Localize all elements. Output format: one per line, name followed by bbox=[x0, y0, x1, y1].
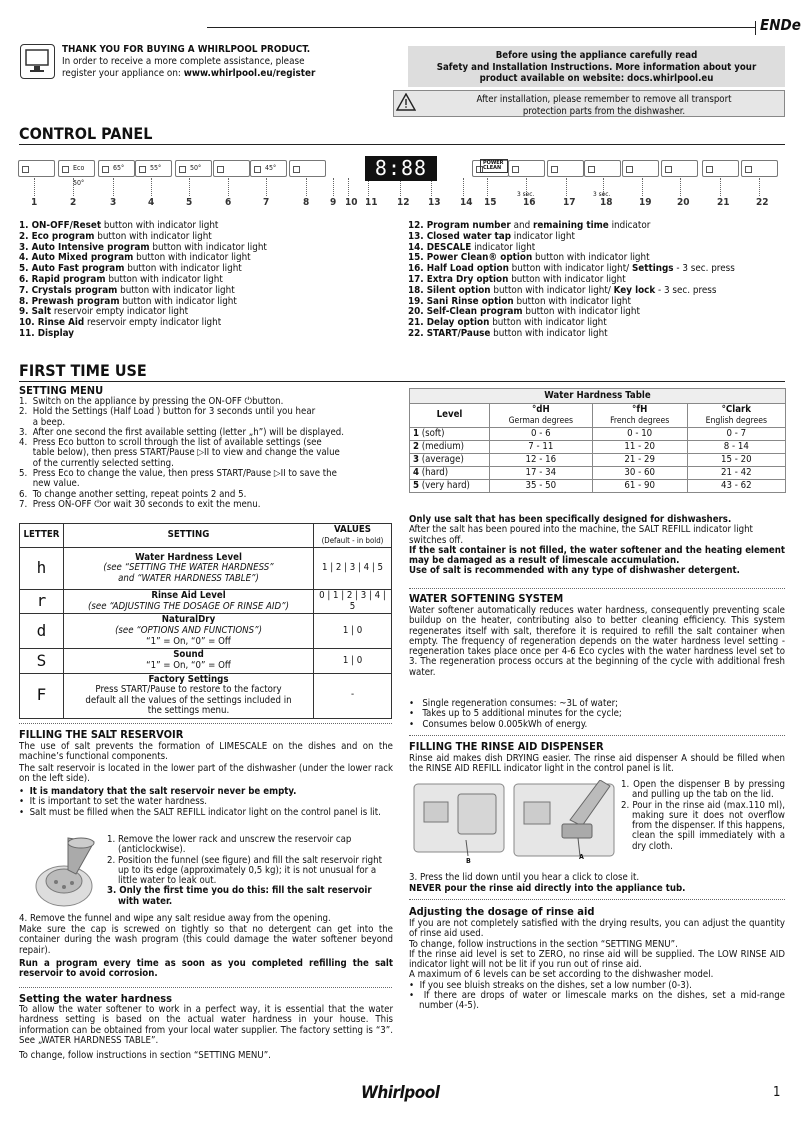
control-item: 7. Crystals program button with indicator light bbox=[19, 284, 235, 296]
label-b: B bbox=[466, 857, 471, 865]
salt-note-4: Use of salt is recommended with any type of dishwasher detergent. bbox=[409, 565, 740, 577]
dosage-p4: A maximum of 6 levels can be set according to the dishwasher model. bbox=[409, 969, 714, 981]
notice-line: product available on website: docs.whirlpool.eu bbox=[479, 73, 714, 84]
setting-step: a beep. bbox=[19, 416, 66, 428]
panel-leader-14 bbox=[463, 178, 464, 196]
control-item: 18. Silent option button with indicator light/ Key lock - 3 sec. press bbox=[408, 284, 717, 296]
salt-bullet-2: It is important to set the water hardness. bbox=[29, 796, 207, 808]
softening-bullets: • Single regeneration consumes: ~3L of water; • Takes up to 5 additional minutes for the cycle; • Consumes below 0.005kWh of energy. bbox=[409, 698, 622, 730]
salt-p1: The use of salt prevents the formation of LIMESCALE on the dishes and on the machine’s functional components. bbox=[19, 741, 393, 763]
control-item: 22. START/Pause button with indicator light bbox=[408, 327, 608, 339]
panel-leader-22 bbox=[759, 178, 760, 196]
panel-leader-10 bbox=[348, 178, 349, 196]
dotted-rule bbox=[409, 588, 785, 589]
panel-button-4[interactable]: 55° bbox=[135, 160, 172, 177]
col-setting: SETTING bbox=[64, 524, 314, 548]
setting-step: 2. Hold the Settings (Half Load ) button for 3 seconds until you hear bbox=[19, 406, 316, 418]
control-item: 16. Half Load option button with indicator light/ Settings - 3 sec. press bbox=[408, 263, 735, 275]
col-values: VALUES (Default - in bold) bbox=[314, 524, 392, 548]
setting-step: 5. Press Eco to change the value, then press START/Pause ▷II to save the bbox=[19, 468, 337, 480]
language-code: ENDe bbox=[760, 16, 801, 34]
panel-number-9: 9 bbox=[330, 197, 337, 208]
setting-step: 4. Press Eco button to scroll through the list of available settings (see bbox=[19, 437, 322, 449]
control-item: 20. Self-Clean program button with indicator light bbox=[408, 306, 640, 318]
panel-leader-7 bbox=[266, 178, 267, 196]
setting-step: table below), then press START/Pause ▷II to view and change the value bbox=[19, 447, 340, 459]
thanks-heading: THANK YOU FOR BUYING A WHIRLPOOL PRODUCT. bbox=[62, 44, 311, 55]
salt-title: FILLING THE SALT RESERVOIR bbox=[19, 728, 184, 741]
control-item: 11. Display bbox=[19, 327, 74, 339]
register-link[interactable]: www.whirlpool.eu/register bbox=[183, 68, 316, 79]
three-sec-label-16: 3 sec. bbox=[517, 190, 535, 198]
salt-bullet-3: Salt must be filled when the SALT REFILL indicator light on the control panel is lit. bbox=[29, 806, 381, 818]
wh-row: 3 (average) 12 - 16 21 - 29 15 - 20 bbox=[410, 454, 786, 467]
safety-notice-box bbox=[408, 46, 785, 87]
salt-note-1: Only use salt that has been specifically designed for dishwashers. bbox=[409, 514, 732, 525]
dotted-rule bbox=[19, 987, 392, 988]
panel-leader-8 bbox=[306, 178, 307, 196]
salt-steps bbox=[107, 835, 393, 907]
display-11: 8:88 bbox=[365, 156, 437, 181]
setting-step: 6. To change another setting, repeat points 2 and 5. bbox=[19, 488, 247, 500]
panel-button-20[interactable] bbox=[661, 160, 698, 177]
notice-line: Before using the appliance carefully read bbox=[495, 50, 698, 61]
control-item: 6. Rapid program button with indicator light bbox=[19, 273, 223, 285]
panel-button-7[interactable]: 45° bbox=[250, 160, 287, 177]
rinse-warning: NEVER pour the rinse aid directly into the appliance tub. bbox=[409, 883, 686, 894]
panel-number-6: 6 bbox=[225, 197, 232, 208]
rinse-title: FILLING THE RINSE AID DISPENSER bbox=[409, 740, 604, 753]
control-list-left bbox=[19, 221, 399, 340]
panel-leader-4 bbox=[151, 178, 152, 196]
col-letter: LETTER bbox=[20, 524, 64, 548]
rinse-steps bbox=[621, 780, 785, 852]
control-item: 3. Auto Intensive program button with indicator light bbox=[19, 241, 267, 253]
water-hardness-table bbox=[409, 388, 786, 493]
setting-menu-title: SETTING MENU bbox=[19, 384, 104, 397]
thank-you-note bbox=[62, 44, 362, 80]
panel-leader-6 bbox=[228, 178, 229, 196]
panel-button-22[interactable] bbox=[741, 160, 778, 177]
wh-title: Water Hardness Table bbox=[410, 389, 786, 404]
rinse-dispenser-illustration bbox=[410, 780, 618, 872]
wh-fh: °fH French degrees bbox=[592, 404, 687, 428]
salt-p3: Make sure the cap is screwed on tightly so that no detergent can get into the container during the wash program (this could damage the water softener beyond repair). bbox=[19, 924, 393, 956]
panel-button-8[interactable] bbox=[289, 160, 326, 177]
control-item: 13. Closed water tap indicator light bbox=[408, 230, 575, 242]
panel-number-1: 1 bbox=[31, 197, 38, 208]
settings-row: F Factory Settings Press START/Pause to restore to the factory default all the values of the settings included in the settings menu. - bbox=[20, 673, 392, 718]
panel-number-5: 5 bbox=[186, 197, 193, 208]
panel-number-14: 14 bbox=[460, 197, 473, 208]
rinse-step-1: 1. Open the dispenser B by pressing and pulling up the tab on the lid. bbox=[621, 779, 785, 801]
panel-number-17: 17 bbox=[563, 197, 576, 208]
setting-step: new value. bbox=[19, 478, 80, 490]
panel-leader-5 bbox=[189, 178, 190, 196]
control-item: 15. Power Clean® option button with indicator light bbox=[408, 252, 650, 264]
panel-number-19: 19 bbox=[639, 197, 652, 208]
dosage-p1: If you are not completely satisfied with the drying results, you can adjust the quantity of rinse aid used. bbox=[409, 918, 785, 940]
softening-p1: Water softener automatically reduces water hardness, consequently preventing scale buildup on the heater, contributing also to better cleaning efficiency. This system regenerates itself with salt, therefore it is required to refill the salt container when empty. The frequency of regeneration depends on the water hardness level setting - regeneration takes place once per 4-6 Eco cycles with the water hardness level set to 3. The regeneration process occurs at the beginning of the cycle with additional fresh water. bbox=[409, 605, 785, 678]
salt-step-4: 4. Remove the funnel and wipe any salt residue away from the opening. bbox=[19, 913, 331, 924]
panel-button-3[interactable]: 65° bbox=[98, 160, 135, 177]
warning-line: protection parts from the dishwasher. bbox=[522, 105, 686, 117]
panel-number-7: 7 bbox=[263, 197, 270, 208]
panel-number-8: 8 bbox=[303, 197, 310, 208]
panel-leader-15 bbox=[487, 178, 488, 196]
salt-p2: The salt reservoir is located in the lower part of the dishwasher (under the lower rack on the left side). bbox=[19, 763, 393, 785]
power-clean-label: POWER CLEAN bbox=[480, 159, 508, 173]
thanks-text: In order to receive a more complete assistance, please bbox=[62, 56, 305, 67]
salt-notes bbox=[409, 515, 785, 577]
dotted-rule bbox=[19, 723, 392, 724]
three-sec-label-18: 3 sec. bbox=[593, 190, 611, 198]
salt-bullets: • It is mandatory that the salt reservoir never be empty. • It is important to set the water hardness. • Salt must be filled when the SALT REFILL indicator light on the control panel is lit. bbox=[19, 786, 381, 818]
wh-row: 2 (medium) 7 - 11 11 - 20 8 - 14 bbox=[410, 441, 786, 454]
dosage-body: If you are not completely satisfied with the drying results, you can adjust the quantity of rinse aid used. To change, follow instructions in the section “SETTING MENU”. If the rinse aid level is set to ZERO, no rinse aid will be supplied. The LOW RINSE AID indicator light will not be lit if you run out of rinse aid. A maximum of 6 levels can be set according to the dishwasher model. • If you see bluish streaks on the dishes, set a low number (0-3). • If there are drops of water or limescale marks on the dishes, set a mid-range number (4-5). bbox=[409, 918, 785, 1012]
panel-number-21: 21 bbox=[717, 197, 730, 208]
rinse-step-2: 2. Pour in the rinse aid (max.110 ml), making sure it does not overflow from the dispenser. If this happens, clean the spill immediately with a dry cloth. bbox=[621, 799, 785, 852]
rinse-step-3: 3. Press the lid down until you hear a click to close it. bbox=[409, 872, 640, 883]
monitor-icon bbox=[20, 44, 55, 79]
control-item: 17. Extra Dry option button with indicator light bbox=[408, 273, 626, 285]
salt-note-3: If the salt container is not filled, the water softener and the heating element may be damaged as a result of limescale accumulation. bbox=[409, 544, 785, 567]
control-panel-title: CONTROL PANEL bbox=[19, 124, 153, 143]
panel-number-16: 16 bbox=[523, 197, 536, 208]
label-a: A bbox=[579, 853, 584, 861]
salt-step-1: 1. Remove the lower rack and unscrew the reservoir cap (anticlockwise). bbox=[107, 834, 352, 856]
wh-row: 5 (very hard) 35 - 50 61 - 90 43 - 62 bbox=[410, 480, 786, 493]
settings-row: h Water Hardness Level (see “SETTING THE WATER HARDNESS” and “WATER HARDNESS TABLE”) 1 | 2 | 3 | 4 | 5 bbox=[20, 548, 392, 590]
panel-button-16[interactable] bbox=[508, 160, 545, 177]
setting-step: 7. Press ON-OFF ⏻or wait 30 seconds to exit the menu. bbox=[19, 498, 261, 510]
header-tick bbox=[755, 21, 756, 35]
dotted-rule bbox=[409, 735, 785, 736]
dosage-p2: To change, follow instructions in the section “SETTING MENU”. bbox=[409, 938, 678, 950]
panel-number-18: 18 bbox=[600, 197, 613, 208]
control-item: 9. Salt reservoir empty indicator light bbox=[19, 306, 189, 318]
wh-row: 4 (hard) 17 - 34 30 - 60 21 - 42 bbox=[410, 467, 786, 480]
setting-step: 3. After one second the first available setting (letter „h”) will be displayed. bbox=[19, 426, 344, 438]
salt-p4: Run a program every time as soon as you completed refilling the salt reservoir to avoid corrosion. bbox=[19, 958, 393, 980]
control-item: 21. Delay option button with indicator light bbox=[408, 317, 607, 329]
wh-row: 1 (soft) 0 - 6 0 - 10 0 - 7 bbox=[410, 428, 786, 441]
control-item: 14. DESCALE indicator light bbox=[408, 241, 536, 253]
panel-button-17[interactable] bbox=[547, 160, 584, 177]
control-list-right bbox=[408, 221, 788, 340]
panel-button-5[interactable]: 50° bbox=[175, 160, 212, 177]
whirlpool-logo: Whirlpool bbox=[361, 1083, 440, 1103]
setting-steps bbox=[19, 397, 397, 510]
setting-step: 1. Switch on the appliance by pressing the ON-OFF ⏻button. bbox=[19, 396, 284, 407]
setting-step: of the currently selected setting. bbox=[19, 457, 174, 469]
panel-number-13: 13 bbox=[428, 197, 441, 208]
dotted-rule bbox=[409, 899, 785, 900]
panel-leader-1 bbox=[34, 178, 35, 196]
panel-number-11: 11 bbox=[365, 197, 378, 208]
control-item: 12. Program number and remaining time indicator bbox=[408, 220, 651, 231]
page-number: 1 bbox=[773, 1085, 781, 1100]
section-rule bbox=[19, 381, 785, 382]
settings-row: r Rinse Aid Level (see “ADJUSTING THE DOSAGE OF RINSE AID”) 0 | 1 | 2 | 3 | 4 | 5 bbox=[20, 590, 392, 614]
panel-leader-19 bbox=[642, 178, 643, 196]
salt-note-2: After the salt has been poured into the machine, the SALT REFILL indicator light switches off. bbox=[409, 524, 753, 546]
control-item: 10. Rinse Aid reservoir empty indicator light bbox=[19, 317, 222, 329]
panel-button-6[interactable] bbox=[213, 160, 250, 177]
warning-line: After installation, please remember to remove all transport bbox=[476, 94, 732, 105]
settings-table bbox=[19, 523, 392, 719]
section-rule bbox=[19, 144, 785, 145]
salt-step-2: 2. Position the funnel (see figure) and fill the salt reservoir right up to its edge (approximately 0,5 kg); it is not unusual for a little water to leak out. bbox=[107, 854, 382, 887]
panel-number-12: 12 bbox=[397, 197, 410, 208]
panel-button-1[interactable] bbox=[18, 160, 55, 177]
panel-number-20: 20 bbox=[677, 197, 690, 208]
header-rule bbox=[207, 27, 755, 28]
panel-number-2: 2 bbox=[70, 197, 77, 208]
rinse-p1: Rinse aid makes dish DRYING easier. The rinse aid dispenser A should be filled when the RINSE AID REFILL indicator light in the control panel is lit. bbox=[409, 753, 785, 775]
control-item: 1. ON-OFF/Reset button with indicator light bbox=[19, 220, 219, 231]
salt-bullet-1: It is mandatory that the salt reservoir never be empty. bbox=[29, 786, 297, 797]
wh-level: Level bbox=[410, 404, 490, 428]
panel-number-3: 3 bbox=[110, 197, 117, 208]
panel-leader-9 bbox=[333, 178, 334, 196]
control-item: 5. Auto Fast program button with indicator light bbox=[19, 263, 242, 275]
panel-leader-3 bbox=[113, 178, 114, 196]
panel-button-19[interactable] bbox=[622, 160, 659, 177]
softening-title: WATER SOFTENING SYSTEM bbox=[409, 592, 564, 605]
control-item: 4. Auto Mixed program button with indicator light bbox=[19, 252, 251, 264]
salt-step-3: 3. Only the first time you do this: fill the salt reservoir with water. bbox=[107, 885, 372, 907]
salt-funnel-illustration bbox=[30, 834, 105, 914]
panel-number-4: 4 bbox=[148, 197, 155, 208]
panel-number-22: 22 bbox=[756, 197, 769, 208]
panel-leader-21 bbox=[720, 178, 721, 196]
panel-number-15: 15 bbox=[484, 197, 497, 208]
control-item: 2. Eco program button with indicator light bbox=[19, 230, 212, 242]
thanks-text-2: register your appliance on: bbox=[62, 68, 184, 79]
notice-line: Safety and Installation Instructions. More information about your bbox=[436, 61, 757, 73]
control-item: 19. Sani Rinse option button with indicator light bbox=[408, 295, 631, 307]
settings-row: d NaturalDry (see “OPTIONS AND FUNCTIONS”) “1” = On, “0” = Off 1 | 0 bbox=[20, 614, 392, 649]
panel-leader-20 bbox=[680, 178, 681, 196]
hardness-title: Setting the water hardness bbox=[19, 992, 173, 1005]
panel-leader-17 bbox=[566, 178, 567, 196]
panel-button-18[interactable] bbox=[584, 160, 621, 177]
hardness-p1: To allow the water softener to work in a perfect way, it is essential that the water hardness setting is based on the actual water hardness in your house. This information can be obtained from your local water supplier. The factory setting is “3”. See „WATER HARDNESS TABLE”. bbox=[19, 1004, 393, 1046]
hardness-p2: To change, follow instructions in section “SETTING MENU”. bbox=[19, 1050, 271, 1061]
dosage-title: Adjusting the dosage of rinse aid bbox=[409, 905, 595, 918]
panel-number-10: 10 bbox=[345, 197, 358, 208]
wh-clark: °Clark English degrees bbox=[687, 404, 785, 428]
first-time-use-title: FIRST TIME USE bbox=[19, 361, 147, 380]
dosage-p3: If the rinse aid level is set to ZERO, no rinse aid will be supplied. The LOW RINSE AID indicator light will not be lit if you run out of rinse aid. bbox=[409, 948, 785, 971]
settings-row: S Sound “1” = On, “0” = Off 1 | 0 bbox=[20, 649, 392, 673]
control-item: 8. Prewash program button with indicator light bbox=[19, 295, 237, 307]
transport-warning-box bbox=[393, 90, 785, 117]
warning-icon bbox=[396, 93, 416, 111]
panel-button-21[interactable] bbox=[702, 160, 739, 177]
wh-dh: °dH German degrees bbox=[490, 404, 593, 428]
panel-button-2[interactable]: Eco 50° bbox=[58, 160, 95, 177]
